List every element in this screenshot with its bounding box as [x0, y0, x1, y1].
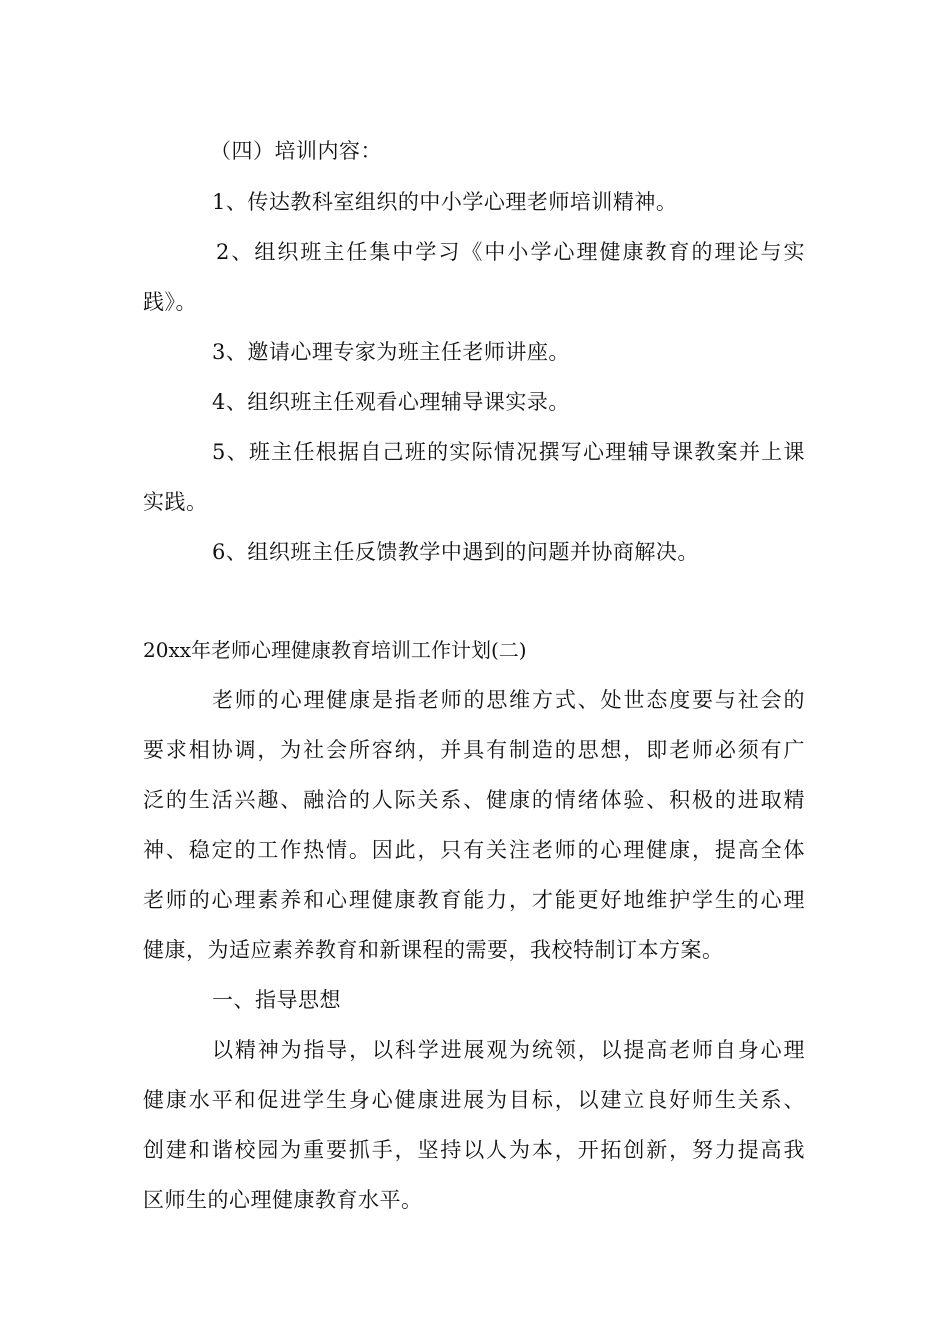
intro-paragraph-line: 老师的心理素养和心理健康教育能力，才能更好地维护学生的心理	[143, 888, 805, 912]
guiding-paragraph-line: 创建和谐校园为重要抓手，坚持以人为本，开拓创新，努力提高我	[143, 1138, 805, 1162]
training-item-6: 6、组织班主任反馈教学中遇到的问题并协商解决。	[212, 540, 699, 564]
training-item-1: 1、传达教科室组织的中小学心理老师培训精神。	[212, 190, 678, 214]
intro-paragraph-line: 要求相协调，为社会所容纳，并具有制造的思想，即老师必须有广	[143, 738, 805, 762]
training-item-3: 3、邀请心理专家为班主任老师讲座。	[212, 340, 570, 364]
training-item-2: 2、组织班主任集中学习《中小学心理健康教育的理论与实	[216, 240, 805, 264]
plan-two-title: 20xx年老师心理健康教育培训工作计划(二)	[143, 638, 527, 662]
intro-paragraph-line: 老师的心理健康是指老师的思维方式、处世态度要与社会的	[212, 688, 805, 712]
guiding-ideology-heading: 一、指导思想	[212, 988, 341, 1012]
training-item-5-continued: 实践。	[143, 490, 208, 514]
training-item-2-continued: 践》。	[143, 290, 197, 314]
intro-paragraph-line: 神、稳定的工作热情。因此，只有关注老师的心理健康，提高全体	[143, 838, 805, 862]
training-item-4: 4、组织班主任观看心理辅导课实录。	[212, 390, 570, 414]
section-four-heading: （四）培训内容：	[210, 139, 382, 163]
training-item-5: 5、班主任根据自己班的实际情况撰写心理辅导课教案并上课	[212, 440, 805, 464]
guiding-paragraph-line: 健康水平和促进学生身心健康进展为目标，以建立良好师生关系、	[143, 1088, 805, 1112]
intro-paragraph-line: 泛的生活兴趣、融洽的人际关系、健康的情绪体验、积极的进取精	[143, 788, 805, 812]
intro-paragraph-line: 健康，为适应素养教育和新课程的需要，我校特制订本方案。	[143, 938, 724, 962]
guiding-paragraph-line: 以精神为指导，以科学进展观为统领，以提高老师自身心理	[212, 1038, 805, 1062]
guiding-paragraph-line: 区师生的心理健康教育水平。	[143, 1188, 423, 1212]
